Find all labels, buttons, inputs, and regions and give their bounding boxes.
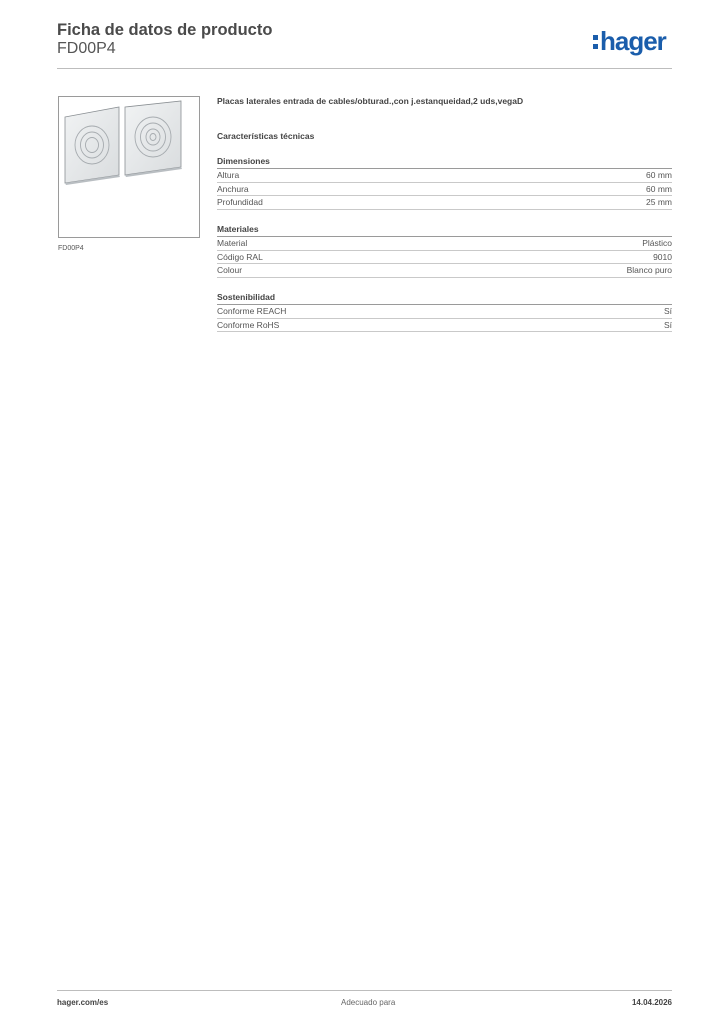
spec-row-height xyxy=(217,169,672,183)
spec-row-depth xyxy=(217,196,672,210)
product-description: Placas laterales entrada de cables/obturad.,con j.estanqueidad,2 uds,vegaD xyxy=(217,96,524,106)
spec-label: Código RAL xyxy=(217,251,263,262)
sustainability-section xyxy=(217,292,672,332)
logo-dots-icon xyxy=(593,35,598,53)
spec-label: Profundidad xyxy=(217,197,263,207)
image-caption: FD00P4 xyxy=(58,245,84,252)
spec-label: Conforme REACH xyxy=(217,306,287,316)
spec-row-ral-code xyxy=(217,251,672,265)
spec-value: Plástico xyxy=(642,238,672,248)
page-title: Ficha de datos de producto xyxy=(57,21,273,39)
spec-row-rohs xyxy=(217,319,672,333)
spec-value: 25 mm xyxy=(646,197,672,207)
spec-label: Colour xyxy=(217,265,243,275)
spec-value: Sí xyxy=(663,319,672,330)
footer-website-link[interactable]: hager.com/es xyxy=(57,998,109,1007)
spec-row-colour xyxy=(217,264,672,278)
header-divider xyxy=(57,68,672,69)
spec-row-material xyxy=(217,237,672,251)
technical-characteristics-heading: Características técnicas xyxy=(217,131,315,141)
spec-value: Blanco puro xyxy=(626,265,672,275)
logo-wordmark: hager xyxy=(600,26,666,56)
spec-label: Anchura xyxy=(217,183,249,194)
spec-value: 60 mm xyxy=(646,183,672,194)
spec-value: 9010 xyxy=(653,251,672,262)
footer-divider xyxy=(57,990,672,991)
footer-suitable-for: Adecuado para xyxy=(341,998,396,1007)
hager-logo xyxy=(593,26,677,60)
spec-value: 60 mm xyxy=(646,170,672,180)
section-title: Dimensiones xyxy=(217,156,672,169)
cover-plates-illustration xyxy=(59,97,199,237)
materials-section xyxy=(217,224,672,278)
footer-date: 14.04.2026 xyxy=(631,998,672,1007)
section-title: Materiales xyxy=(217,224,672,237)
spec-label: Material xyxy=(217,238,248,248)
spec-value: Sí xyxy=(663,306,672,316)
spec-row-reach xyxy=(217,305,672,319)
section-title: Sostenibilidad xyxy=(217,292,672,305)
spec-label: Conforme RoHS xyxy=(217,319,280,330)
spec-row-width xyxy=(217,183,672,197)
dimensions-section xyxy=(217,156,672,210)
spec-label: Altura xyxy=(217,170,240,180)
product-image xyxy=(58,96,200,238)
product-code: FD00P4 xyxy=(57,40,116,57)
